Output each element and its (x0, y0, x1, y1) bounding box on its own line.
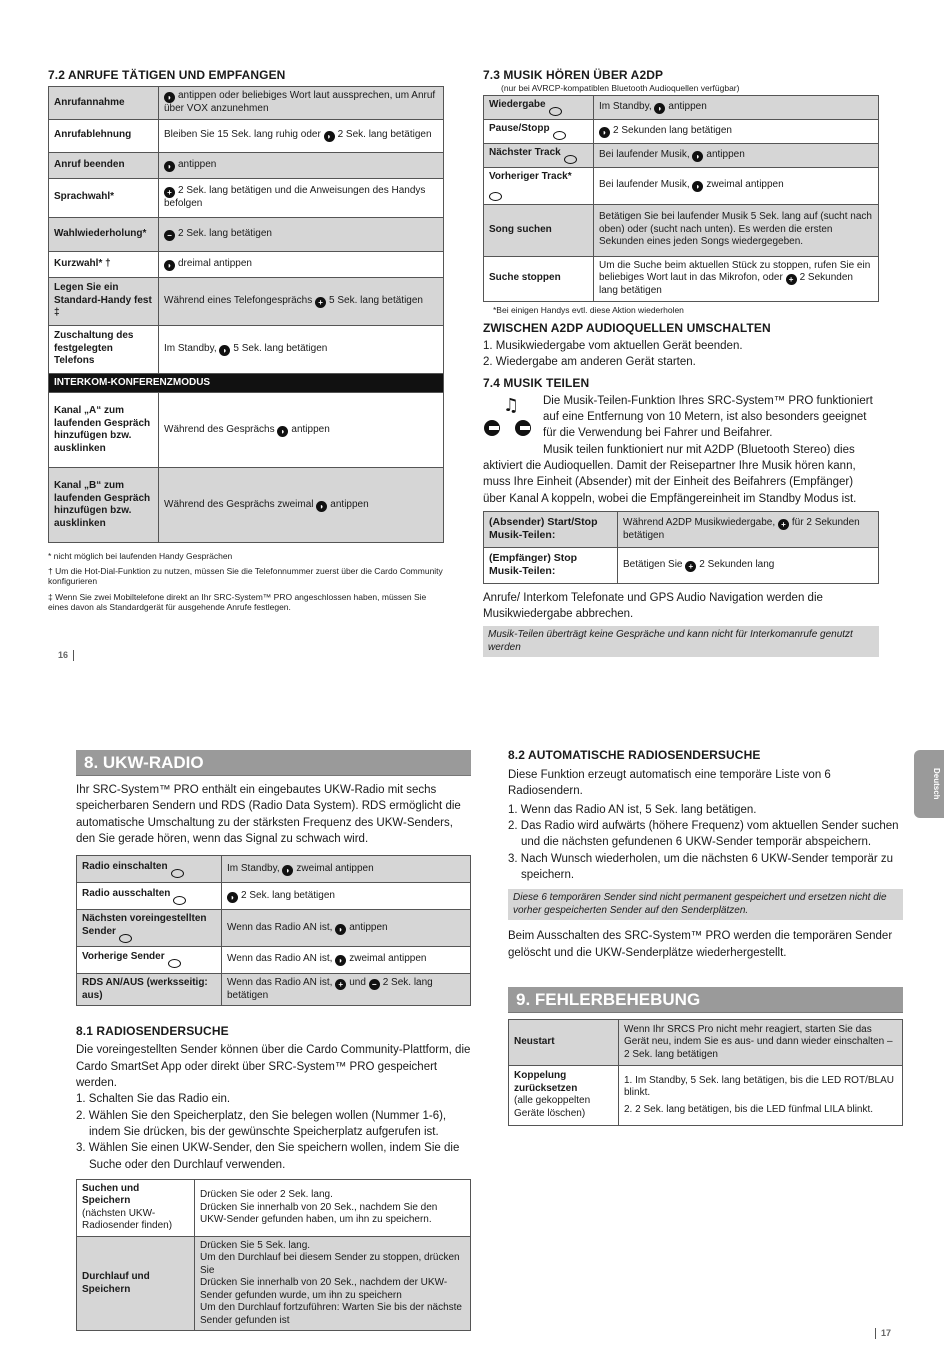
row-value: Während des Gesprächs zweimal ◗ antippen (159, 468, 444, 543)
table-row (49, 152, 444, 178)
row-value: ◗ antippen (159, 152, 444, 178)
radio-table (76, 855, 471, 1006)
footnote: ‡ Wenn Sie zwei Mobiltelefone direkt an Ihr SRC-System™ PRO angeschlossen haben, müssen Sie eines davon als Standardgerät für ausgehende Anrufe festlegen. (48, 591, 427, 612)
footnote: *Bei einigen Handys evtl. diese Aktion wiederholen (493, 304, 684, 315)
row-value: Drücken Sie oder 2 Sek. lang. Drücken Sie innerhalb von 20 Sek., nachdem Sie den UKW-Sender gefunden haben, um ihn zu speichern. (195, 1179, 471, 1236)
paragraph: Musik teilen funktioniert nur mit A2DP (Bluetooth Stereo) dies aktiviert die Audioquellen. Damit der Reisepartner Ihre Musik hören kann, muss Ihre Einheit (Absender) mit der Einheit des Beifahrers (Empfänger) über Kanal A koppeln, wobei die Empfängereinheit im Standby Modus ist. (483, 443, 857, 505)
section-7-2 (48, 68, 444, 612)
section-title: 7.2 ANRUFE TÄTIGEN UND EMPFANGEN (48, 68, 286, 82)
search-table (76, 1179, 471, 1332)
minus-button-icon: − (164, 230, 175, 241)
table-row (49, 178, 444, 217)
minus-button-icon: − (369, 979, 380, 990)
table-row (484, 120, 879, 144)
table-row (77, 910, 471, 947)
row-key: Radio ausschalten (77, 883, 222, 910)
row-key: Legen Sie ein Standard-Handy fest ‡ (49, 277, 159, 325)
row-value: Drücken Sie 5 Sek. lang. Um den Durchlauf bei diesem Sender zu stoppen, drücken Sie Drücken Sie innerhalb von 20 Sek., nachdem der UKW-Sender gefunden wurde, um ihn zu speichern Um den Durchlauf fortzuführen: Warten Sie bis der nächste Sender gefunden ist (195, 1236, 471, 1331)
phone-button-icon: ◗ (335, 955, 346, 966)
paragraph: Diese Funktion erzeugt automatisch eine temporäre Liste von 6 Radiosendern. (508, 769, 831, 798)
row-value: Während des Gesprächs ◗ antippen (159, 393, 444, 468)
table-row (77, 973, 471, 1006)
row-value: Während eines Telefongesprächs + 5 Sek. lang betätigen (159, 277, 444, 325)
hint-box: Musik-Teilen überträgt keine Gespräche und kann nicht für Interkomanrufe genutzt werden (483, 626, 879, 657)
section-banner: 8. UKW-RADIO (76, 750, 471, 776)
row-key: Sprachwahl* (49, 178, 159, 217)
voice-command-icon (549, 107, 562, 116)
list-item: 1. Schalten Sie das Radio ein. (76, 1093, 231, 1106)
table-row (484, 144, 879, 168)
row-key: Vorherige Sender (77, 946, 222, 973)
section-title: 7.3 MUSIK HÖREN ÜBER A2DP (483, 68, 664, 82)
row-value: Im Standby, ◗ zweimal antippen (222, 856, 471, 883)
phone-button-icon: ◗ (324, 131, 335, 142)
hint-box: Diese 6 temporären Sender sind nicht permanent gespeichert und ersetzen nicht die vorher gespeicherten Sender auf den Senderplätzen. (508, 889, 903, 920)
footnote: † Um die Hot-Dial-Funktion zu nutzen, müssen Sie die Telefonnummer zuerst über die Cardo Community konfigurieren (48, 566, 443, 587)
table-row (484, 547, 879, 583)
voice-command-icon (564, 155, 577, 164)
plus-button-icon: + (685, 561, 696, 572)
row-value: Betätigen Sie bei laufender Musik 5 Sek. lang auf (sucht nach oben) oder (sucht nach unten). Es werden die ersten Sekunden eines jeden Songs wiedergegeben. (594, 204, 879, 256)
paragraph: Ihr SRC-System™ PRO enthält ein eingebautes UKW-Radio mit sechs speicherbaren Sendern und RDS (Radio Data System). RDS ermöglicht die automatische Umschaltung zu der stärksten Frequenz des UKW-Senders, den Sie gerade hören, wenn das Signal zu schwach wird. (76, 784, 461, 845)
table-row (484, 168, 879, 205)
phone-button-icon: ◗ (654, 103, 665, 114)
table-row (49, 468, 444, 543)
language-tab[interactable]: Deutsch (914, 750, 944, 818)
table-row (77, 856, 471, 883)
paragraph: Anrufe/ Interkom Telefonate und GPS Audio Navigation werden die Musikwiedergabe abbrechen. (483, 591, 823, 621)
phone-button-icon: ◗ (599, 127, 610, 138)
list-item: 3. Wählen Sie einen UKW-Sender, den Sie speichern wollen, indem Sie die Suche oder den Durchlauf verwenden. (76, 1142, 460, 1171)
page-number: 17 (875, 1328, 891, 1339)
svg-text:♫: ♫ (503, 396, 520, 416)
row-value: Wenn das Radio AN ist, ◗ antippen (222, 910, 471, 947)
list-item: 1. Wenn das Radio AN ist, 5 Sek. lang betätigen. (508, 803, 757, 816)
section-title: 8.2 AUTOMATISCHE RADIOSENDERSUCHE (508, 748, 761, 762)
row-key: Durchlauf und Speichern (77, 1236, 195, 1331)
section-title: 8.1 RADIOSENDERSUCHE (76, 1024, 229, 1039)
row-value: Während A2DP Musikwiedergabe, + für 2 Sekunden betätigen (618, 511, 879, 547)
row-value: ◗ 2 Sek. lang betätigen (222, 883, 471, 910)
paragraph: Die voreingestellten Sender können über die Cardo Community-Plattform, die Cardo SmartSet App oder direkt über SRC-System™ PRO gespeichert werden. (76, 1044, 471, 1089)
row-key: Anrufannahme (49, 87, 159, 120)
calls-table (48, 86, 444, 543)
music-share-table (483, 511, 879, 584)
table-row (49, 393, 444, 468)
list-item: 1. Musikwiedergabe vom aktuellen Gerät beenden. (483, 339, 743, 352)
table-row (484, 256, 879, 301)
section-8-2 (508, 748, 903, 1126)
voice-command-icon (168, 959, 181, 968)
row-value: + 2 Sek. lang betätigen und die Anweisungen des Handys befolgen (159, 178, 444, 217)
plus-button-icon: + (786, 274, 797, 285)
list-item: 2. Wählen Sie den Speicherplatz, den Sie belegen wollen (Nummer 1-6), indem Sie drücken, bis der gewünschte Speicherplatz aufgerufen ist. (76, 1109, 447, 1138)
phone-button-icon: ◗ (164, 92, 175, 103)
row-value: ◗ antippen oder beliebiges Wort laut aussprechen, um Anruf über VOX anzunehmen (159, 87, 444, 120)
music-share-block (483, 393, 879, 507)
row-key: Kanal „A“ zum laufenden Gespräch hinzufügen bzw. ausklinken (49, 393, 159, 468)
voice-command-icon (171, 869, 184, 878)
row-key: Song suchen (484, 204, 594, 256)
table-row (77, 883, 471, 910)
page-number: 16 (58, 650, 74, 661)
phone-button-icon: ◗ (164, 161, 175, 172)
row-key: Suchen und Speichern (nächsten UKW-Radiosender finden) (77, 1179, 195, 1236)
plus-button-icon: + (315, 297, 326, 308)
phone-button-icon: ◗ (692, 151, 703, 162)
list-item: 3. Nach Wunsch wiederholen, um die nächsten 6 UKW-Sender temporär zu speichern. (508, 852, 894, 881)
table-row (49, 325, 444, 373)
troubleshooting-table (508, 1019, 903, 1126)
section-7-3 (483, 68, 879, 657)
row-key: Zuschaltung des festgelegten Telefons (49, 325, 159, 373)
row-value: Bleiben Sie 15 Sek. lang ruhig oder ◗ 2 Sek. lang betätigen (159, 119, 444, 152)
row-value: Im Standby, ◗ antippen (594, 96, 879, 120)
row-key: RDS AN/AUS (werksseitig: aus) (77, 973, 222, 1006)
row-key: Suche stoppen (484, 256, 594, 301)
intercom-section-header: INTERKOM-KONFERENZMODUS (49, 373, 444, 393)
voice-command-icon (489, 192, 502, 201)
phone-button-icon: ◗ (335, 924, 346, 935)
row-value: Wenn das Radio AN ist, + und − 2 Sek. lang betätigen (222, 973, 471, 1006)
table-row (49, 87, 444, 120)
table-row (484, 96, 879, 120)
row-key: (Absender) Start/Stop Musik-Teilen: (484, 511, 618, 547)
plus-button-icon: + (335, 979, 346, 990)
table-row (509, 1065, 903, 1125)
row-value: 1. Im Standby, 5 Sek. lang betätigen, bis die LED ROT/BLAU blinkt. 2. 2 Sek. lang betätigen, bis die LED fünfmal LILA blinkt. (619, 1065, 903, 1125)
phone-button-icon: ◗ (282, 865, 293, 876)
steps-list (508, 802, 903, 884)
row-key: Wahlwiederholung* (49, 217, 159, 251)
row-value: Im Standby, ◗ 5 Sek. lang betätigen (159, 325, 444, 373)
table-row (77, 1179, 471, 1236)
row-key: Nächsten voreingestellten Sender (77, 910, 222, 947)
row-key: Kurzwahl* † (49, 251, 159, 277)
section-subtitle: (nur bei AVRCP-kompatiblen Bluetooth Audioquellen verfügbar) (501, 83, 740, 93)
row-key: Radio einschalten (77, 856, 222, 883)
phone-button-icon: ◗ (219, 345, 230, 356)
paragraph: Beim Ausschalten des SRC-System™ PRO werden die temporären Sender gelöscht und die UKW-Senderplätze wiederhergestellt. (508, 930, 893, 959)
plus-button-icon: + (778, 519, 789, 530)
steps-list (76, 1091, 471, 1173)
list-item: 2. Das Radio wird aufwärts (höhere Frequenz) vom aktuellen Sender suchen und die nächsten gefundenen 6 UKW-Sender temporär abspeichern. (508, 819, 899, 849)
table-row (77, 1236, 471, 1331)
phone-button-icon: ◗ (227, 892, 238, 903)
row-key: (Empfänger) Stop Musik-Teilen: (484, 547, 618, 583)
phone-button-icon: ◗ (692, 181, 703, 192)
section-8 (76, 750, 471, 1331)
voice-command-icon (173, 896, 186, 905)
row-value: Bei laufender Musik, ◗ antippen (594, 144, 879, 168)
row-value: − 2 Sek. lang betätigen (159, 217, 444, 251)
footnote: * nicht möglich bei laufenden Handy Gesprächen (48, 551, 233, 561)
footnotes (48, 551, 444, 612)
table-row (49, 119, 444, 152)
section-title: 7.4 MUSIK TEILEN (483, 375, 590, 390)
table-row (49, 251, 444, 277)
section-banner: 9. FEHLERBEHEBUNG (508, 987, 903, 1013)
table-row (77, 946, 471, 973)
row-key: Nächster Track (484, 144, 594, 168)
intercom-button-icon: ◗ (316, 501, 327, 512)
music-table (483, 95, 879, 302)
row-key: Neustart (509, 1019, 619, 1065)
voice-command-icon (553, 131, 566, 140)
intercom-button-icon: ◗ (277, 426, 288, 437)
row-key: Koppelung zurücksetzen (alle gekoppelten Geräte löschen) (509, 1065, 619, 1125)
row-value: ◗ 2 Sekunden lang betätigen (594, 120, 879, 144)
row-key: Anrufablehnung (49, 119, 159, 152)
table-row (509, 1019, 903, 1065)
row-value: ◗ dreimal antippen (159, 251, 444, 277)
table-row (49, 217, 444, 251)
list-item: 2. Wiedergabe am anderen Gerät starten. (483, 356, 696, 369)
table-row (49, 277, 444, 325)
row-value: Wenn das Radio AN ist, ◗ zweimal antippen (222, 946, 471, 973)
table-row (484, 511, 879, 547)
row-value: Bei laufender Musik, ◗ zweimal antippen (594, 168, 879, 205)
music-share-icon (483, 397, 535, 437)
subsection-title: ZWISCHEN A2DP AUDIOQUELLEN UMSCHALTEN (483, 320, 771, 335)
voice-command-icon (119, 934, 132, 943)
row-value: Um die Suche beim aktuellen Stück zu stoppen, rufen Sie ein beliebiges Wort laut in das Mikrofon, oder + 2 Sekunden lang betätigen (594, 256, 879, 301)
row-value: Wenn Ihr SRCS Pro nicht mehr reagiert, starten Sie das Gerät neu, indem Sie es aus- und dann wieder einschalten – 2 Sek. lang betätigen (619, 1019, 903, 1065)
table-row (484, 204, 879, 256)
row-key: Wiedergabe (484, 96, 594, 120)
phone-button-icon: ◗ (164, 260, 175, 271)
row-key: Kanal „B“ zum laufenden Gespräch hinzufügen bzw. ausklinken (49, 468, 159, 543)
plus-button-icon: + (164, 187, 175, 198)
row-key: Anruf beenden (49, 152, 159, 178)
paragraph: Die Musik-Teilen-Funktion Ihres SRC-System™ PRO funktioniert auf eine Entfernung von 10 Metern, ist also besonders geeignet für die Verwendung bei Fahrer und Beifahrer. (543, 394, 873, 440)
row-value: Betätigen Sie + 2 Sekunden lang (618, 547, 879, 583)
row-key: Vorheriger Track* (484, 168, 594, 205)
row-key: Pause/Stopp (484, 120, 594, 144)
